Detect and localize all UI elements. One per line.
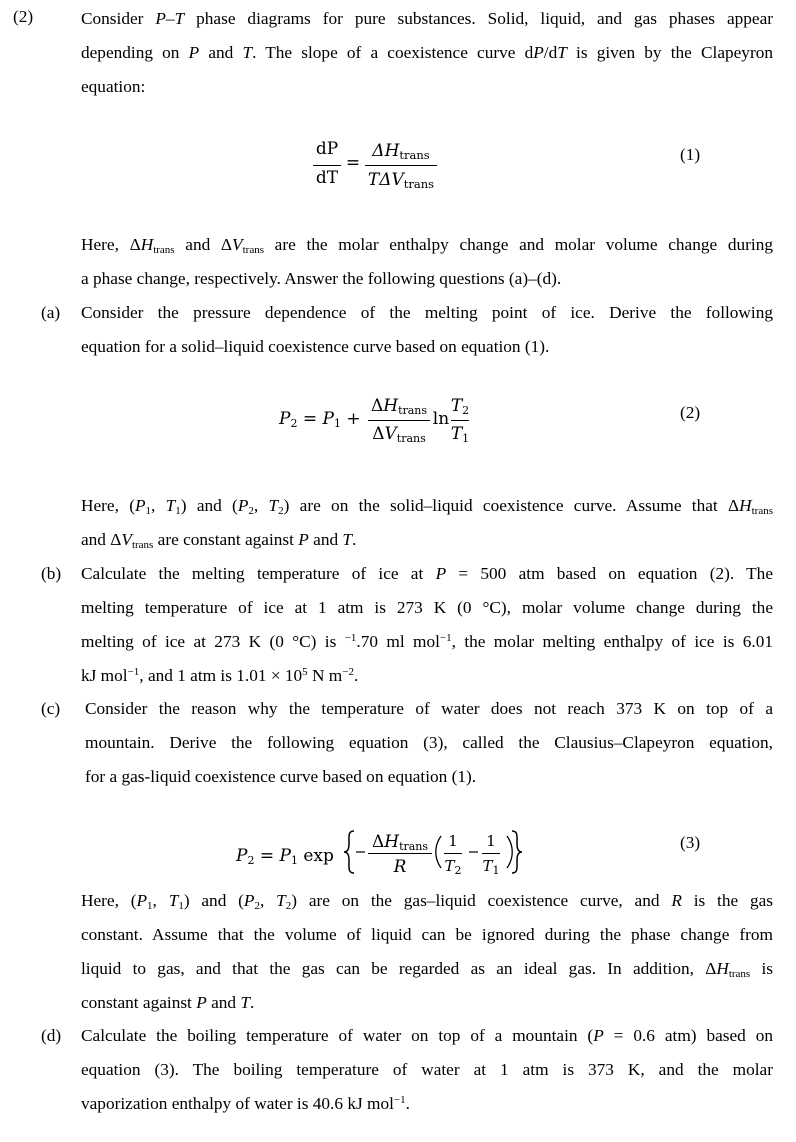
part-b-line-2: melting temperature of ice at 1 atm is 273 K (0 °C), molar volume change during the [81, 598, 773, 617]
eq1-lhs-denominator: dT [315, 168, 339, 188]
part-b-label: (b) [41, 564, 62, 583]
here1-line-1: Here, $\Delta H_{trans}$ and $\Delta V_{trans}$ are the molar enthalpy change and molar volume change during [81, 235, 773, 256]
eq3-t2: $T_2$ [444, 857, 462, 877]
eq1-number: (1) [680, 145, 701, 164]
part-d-line-3: vaporization enthalpy of water is 40.6 kJ mol$^{-1}$. [81, 1094, 410, 1113]
part-d-line-1: Calculate the boiling temperature of water on top of a mountain (P = 0.6 atm) based on [81, 1026, 774, 1045]
intro-line-1: Consider P–T phase diagrams for pure substances. Solid, liquid, and gas phases appear [81, 9, 773, 28]
part-c-label: (c) [41, 699, 61, 718]
eq2-denominator: $\Delta V_{trans}$ [372, 424, 426, 445]
eq3-bar-a [444, 853, 462, 854]
problem-number: (2) [13, 7, 34, 26]
eq3-bar [368, 853, 432, 854]
here3-line-1: Here, ($P_1$, $T_1$) and ($P_2$, $T_2$) are on the gas–liquid coexistence curve, and R is the gas [81, 891, 774, 912]
eq2-t-numerator: $T_2$ [450, 396, 470, 417]
eq1-rhs-bar [365, 165, 437, 166]
part-a-label: (a) [41, 303, 61, 322]
eq1-lhs-bar [313, 165, 341, 166]
here1-line-2: a phase change, respectively. Answer the following questions (a)–(d). [81, 269, 562, 288]
eq1-rhs-numerator: ΔHtrans [372, 141, 430, 162]
eq3-t1: $T_1$ [482, 857, 500, 877]
eq2-numerator: $\Delta H_{trans}$ [370, 396, 428, 417]
eq3-denominator: R [393, 857, 407, 877]
eq3-bar-b [482, 853, 500, 854]
eq3-one-a: 1 [448, 832, 458, 850]
eq2-number: (2) [680, 403, 701, 422]
eq3-number: (3) [680, 833, 701, 852]
part-b-line-1: Calculate the melting temperature of ice at P = 500 atm based on equation (2). The [81, 564, 773, 583]
eq1-equals: = [345, 153, 361, 173]
eq2-ln: ln [432, 409, 450, 429]
here2-line-2: and $\Delta V_{trans}$ are constant against P and T. [81, 530, 357, 551]
intro-line-2: depending on P and T. The slope of a coexistence curve dP/dT is given by the Clapeyron [81, 43, 773, 62]
here2-line-1: Here, ($P_1$, $T_1$) and ($P_2$, $T_2$) are on the solid–liquid coexistence curve. Assume that $\Delta H_{trans}$ [81, 496, 774, 517]
part-a-line-1: Consider the pressure dependence of the melting point of ice. Derive the following [81, 303, 773, 322]
part-a-line-2: equation for a solid–liquid coexistence curve based on equation (1). [81, 337, 550, 356]
eq1-rhs-denominator: TΔVtrans [367, 170, 435, 191]
eq3-one-b: 1 [486, 832, 496, 850]
eq2-bar [368, 420, 430, 421]
part-d-line-2: equation (3). The boiling temperature of water at 1 atm is 373 K, and the molar [81, 1060, 773, 1079]
part-b-line-4: kJ mol$^{-1}$, and 1 atm is $1.01 \times 10^5$ N $m^{-2}$. [81, 666, 359, 685]
here3-line-3: liquid to gas, and that the gas can be regarded as an ideal gas. In addition, $\Delta H_{trans}$ is [81, 959, 774, 980]
part-d-label: (d) [41, 1026, 62, 1045]
eq3-lhs: $P_2 = P_1$ exp [236, 846, 334, 867]
eq2-t-denominator: $T_1$ [450, 424, 470, 445]
here3-line-4: constant against P and T. [81, 993, 255, 1012]
here3-line-2: constant. Assume that the volume of liquid can be ignored during the phase change from [81, 925, 773, 944]
part-b-line-3: melting of ice at 273 K (0 °C) is $^{-1}$.70 ml mol$^{-1}$, the molar melting enthalpy of ice is 6.01 [81, 632, 773, 651]
eq3-numerator: $\Delta H_{trans}$ [371, 832, 429, 853]
eq2-lhs: $P_2 = P_1$ + [279, 409, 361, 430]
eq1-lhs-numerator: dP [315, 139, 339, 159]
intro-line-3: equation: [81, 77, 146, 96]
part-c-line-1: Consider the reason why the temperature of water does not reach 373 K on top of a [85, 699, 773, 718]
part-c-line-3: for a gas-liquid coexistence curve based on equation (1). [85, 767, 477, 786]
eq2-t-bar [451, 420, 469, 421]
part-c-line-2: mountain. Derive the following equation (3), called the Clausius–Clapeyron equation, [85, 733, 773, 752]
